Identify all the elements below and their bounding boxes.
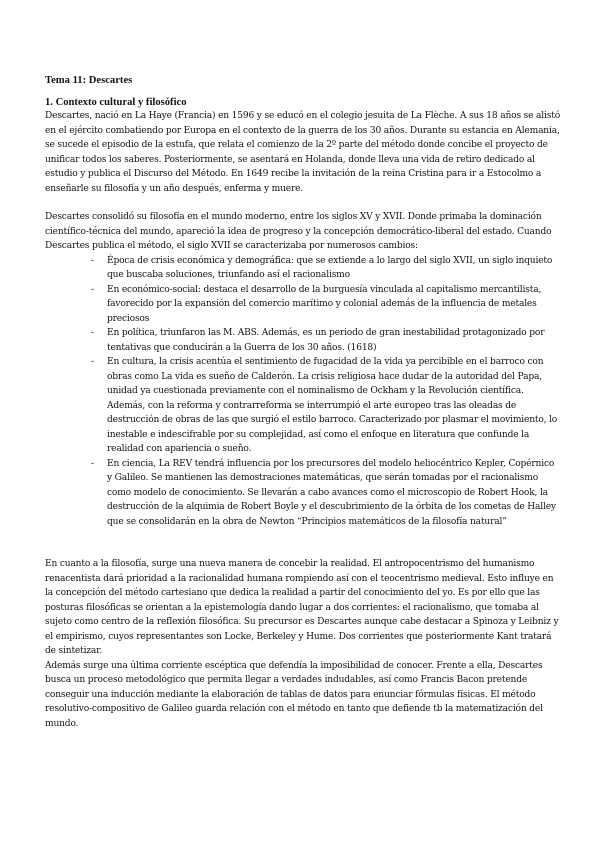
paragraph-biography: Descartes, nació en La Haye (Francia) en 1596 y se educó en el colegio jesuita de La Flèche. A sus 18 años se alistó en el ejército combatiendo por Europa en el contexto de la guerra de los 30 años. Durante su estancia en Alemania, se sucede el episodio de la estufa, que relata el comienzo de la 2º parte del método donde concibe el proyecto de unificar todos los saberes. Posteriormente, se asentará en Holanda, donde lleva una vida de retiro dedicado al estudio y publica el Discurso del Método. En 1649 recibe la invitación de la reina Cristina para ir a Estocolmo a enseñarle su filosofía y un año después, enferma y muere.	[45, 111, 560, 194]
bullet-dash: -	[91, 458, 94, 469]
section-heading: 1. Contexto cultural y filosófico	[45, 97, 187, 108]
list-item-text: Época de crisis económica y demográfica: que se extiende a lo largo del siglo XVII, un siglo inquieto que buscaba soluciones, triunfando así el racionalismo	[107, 255, 553, 280]
list-item	[45, 457, 561, 530]
document-page	[45, 74, 561, 731]
list-item	[45, 355, 561, 457]
list-item	[45, 283, 561, 327]
list-item-text: En política, triunfaron las M. ABS. Además, es un periodo de gran inestabilidad protagonizado por tentativas que conducirán a la Guerra de los 30 años. (1618)	[107, 328, 545, 353]
bullet-dash: -	[91, 328, 94, 338]
paragraph-method: Además surge una última corriente escéptica que defendía la imposibilidad de conocer. Frente a ella, Descartes busca un proceso metodológico que permita llegar a verdades indudables, así como Francis Bacon pretende conseguir una inducción mediante la elaboración de tablas de datos para enunciar fórmulas físicas. El método resolutivo-compositivo de Galileo guarda relación con el método en tanto que defiende tb la matematización del mundo.	[45, 660, 543, 729]
bullet-dash: -	[91, 284, 94, 295]
paragraph-philosophy: En cuanto a la filosofía, surge una nueva manera de concebir la realidad. El antropocentrismo del humanismo renacentista dará prioridad a la racionalidad humana rompiendo así con el teocentrismo medieval. Esto influye en la concepción del método cartesiano que dedica la realidad a partir del conocimiento del yo. Es por ello que las posturas filosóficas se orientan a la epistemología dando lugar a dos corrientes: el racionalismo, que tomaba al sujeto como centro de la reflexión filosófica. Su precursor es Descartes aunque cabe destacar a Spinoza y Leibniz y el empirismo, cuyos representantes son Locke, Berkeley y Hume. Dos corrientes que posteriormente Kant tratará de sintetizar.	[45, 559, 559, 656]
paragraph-context: Descartes consolidó su filosofía en el mundo moderno, entre los siglos XV y XVII. Donde primaba la dominación científico-técnica del mundo, apareció la idea de progreso y la concepción democrático-liberal del estado. Cuando Descartes publica el método, el siglo XVII se caracterizaba por numerosos cambios:	[45, 212, 552, 251]
list-item	[45, 254, 561, 283]
list-item-text: En ciencia, La REV tendrá influencia por los precursores del modelo heliocéntrico Kepler, Copérnico y Galileo. Se mantienen las demostraciones matemáticas, que serán tomadas por el racionalismo como modelo de conocimiento. Se llevarán a cabo avances como el microscopio de Robert Hook, la destrucción de la alquimia de Robert Boyle y el descubrimiento de la órbita de los cometas de Halley que se consolidarán en la obra de Newton “Principios matemáticos de la filosofía natural”	[107, 458, 556, 527]
list-item	[45, 326, 561, 355]
bullet-dash: -	[91, 357, 94, 367]
list-item-text: En económico-social: destaca el desarrollo de la burguesía vinculada al capitalismo mercantilista, favorecido por la expansión del comercio marítimo y colonial además de la influencia de metales preciosos	[107, 284, 542, 324]
document-title: Tema 11: Descartes	[45, 75, 133, 86]
bullet-dash: -	[91, 255, 94, 266]
list-item-text: En cultura, la crisis acentúa el sentimiento de fugacidad de la vida ya percibible en el barroco con obras como La vida es sueño de Calderón. La crisis religiosa hace dudar de la autoridad del Papa, unidad ya cuestionada previamente con el nominalismo de Ockham y la Revolución científica. Además, con la reforma y contrarreforma se interrumpió el arte europeo tras las oleadas de destrucción de obras de las que surgió el estilo barroco. Caracterizado por plasmar el movimiento, lo inestable e indescifrable por su complejidad, así como el enfoque en literatura que confunde la realidad con apariencia o sueño.	[107, 357, 558, 454]
changes-list	[45, 254, 561, 530]
